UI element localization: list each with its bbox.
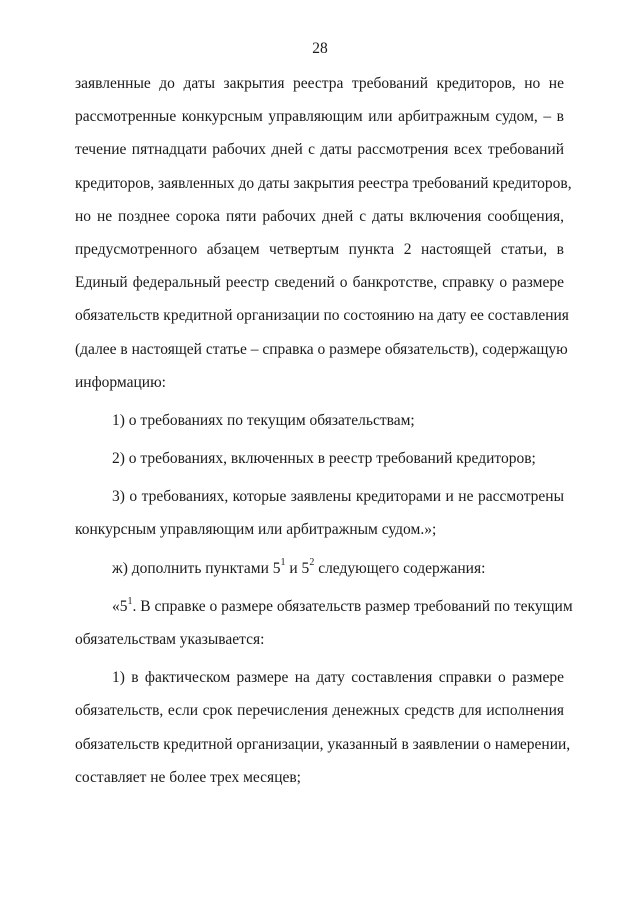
superscript: 2 [309, 557, 315, 569]
text-line: обязательств, если срок перечисления денежных средств для исполнения [75, 702, 564, 720]
text-line: предусмотренного абзацем четвертым пункта 2 настоящей статьи, в [75, 240, 564, 258]
text-line: кредиторов, заявленных до даты закрытия реестра требований кредиторов, [75, 174, 572, 192]
amendment-text: следующего содержания: [314, 559, 486, 577]
text-line: составляет не более трех месяцев; [75, 768, 301, 786]
text-line: (далее в настоящей статье – справка о размере обязательств), содержащую [75, 340, 568, 358]
list-item: 1) в фактическом размере на дату составления справки о размере [112, 669, 564, 687]
list-item: 1) о требованиях по текущим обязательствам; [112, 411, 415, 429]
text-line: обязательств кредитной организации по состоянию на дату ее составления [75, 307, 569, 325]
text-line: конкурсным управляющим или арбитражным судом.»; [75, 521, 437, 539]
amendment-text: ж) дополнить пунктами 5 [112, 559, 281, 577]
list-item: 3) о требованиях, которые заявлены кредиторами и не рассмотрены [112, 488, 564, 506]
superscript: 1 [127, 595, 133, 607]
item-heading-line [75, 590, 573, 623]
page-number: 28 [312, 40, 328, 57]
document-body [75, 67, 573, 794]
amendment-line [75, 552, 564, 585]
amendment-text: и 5 [285, 559, 310, 577]
text-line: обязательствам указывается: [75, 631, 265, 648]
list-item: 2) о требованиях, включенных в реестр требований кредиторов; [112, 450, 536, 468]
text-line: течение пятнадцати рабочих дней с даты рассмотрения всех требований [75, 141, 564, 159]
text-line: заявленные до даты закрытия реестра требований кредиторов, но не [75, 75, 564, 92]
text-line: но не позднее сорока пяти рабочих дней с даты включения сообщения, [75, 207, 564, 225]
item-text: «5 [112, 597, 128, 615]
text-line: обязательств кредитной организации, указанный в заявлении о намерении, [75, 735, 571, 753]
text-line: информацию: [75, 373, 166, 391]
text-line: Единый федеральный реестр сведений о банкротстве, справку о размере [75, 274, 564, 292]
item-text: . В справке о размере обязательств размер требований по текущим [132, 597, 573, 615]
superscript: 1 [280, 557, 286, 569]
text-line: рассмотренные конкурсным управляющим или арбитражным судом, – в [75, 108, 564, 126]
